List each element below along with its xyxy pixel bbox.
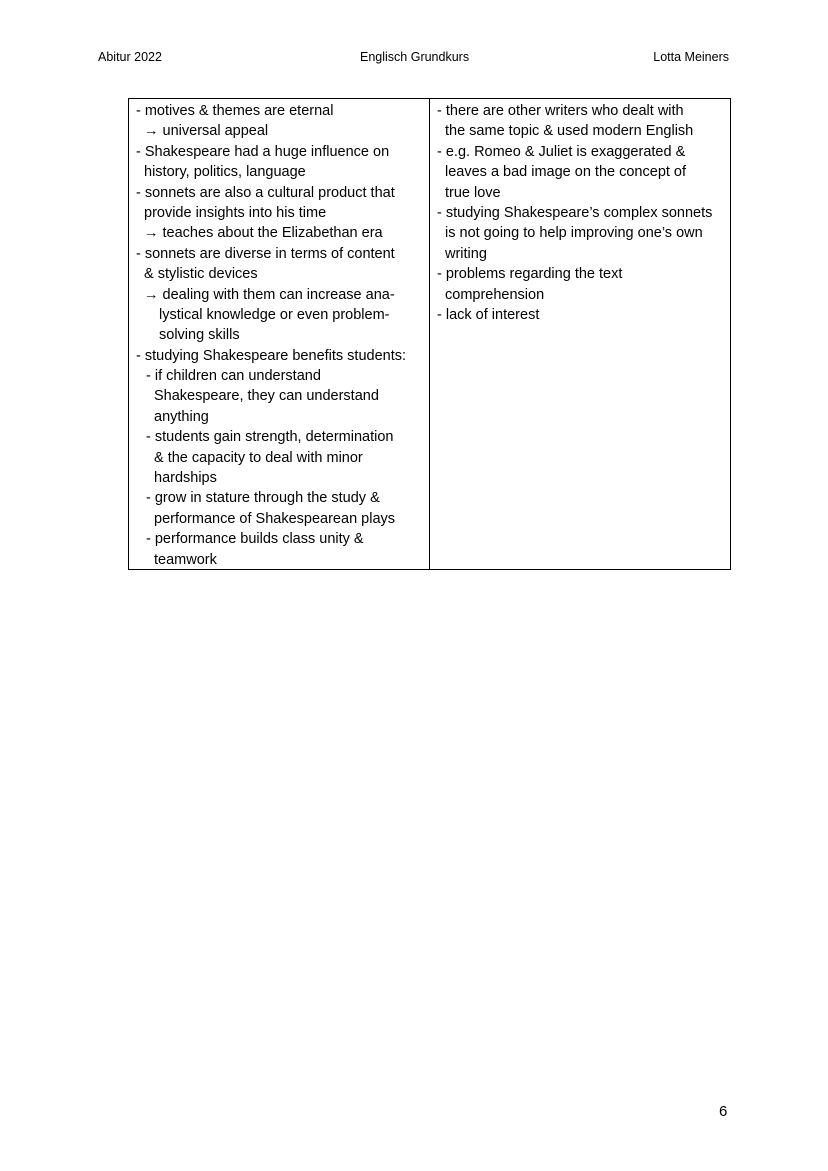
page-header bbox=[98, 50, 729, 68]
table-line: is not going to help improving one’s own bbox=[445, 225, 703, 242]
table-line: & stylistic devices bbox=[144, 266, 258, 283]
header-center: Englisch Grundkurs bbox=[360, 50, 470, 64]
table-line: - sonnets are also a cultural product that bbox=[136, 184, 395, 201]
table-line: Shakespeare, they can understand bbox=[154, 388, 379, 405]
table-line: - performance builds class unity & bbox=[146, 531, 364, 548]
table-line: provide insights into his time bbox=[144, 204, 327, 221]
table-line: history, politics, language bbox=[144, 164, 306, 181]
table-line: - grow in stature through the study & bbox=[146, 490, 380, 507]
table-line: anything bbox=[154, 408, 209, 425]
table-line: true love bbox=[445, 184, 501, 201]
pro-con-table bbox=[128, 98, 731, 570]
header-left: Abitur 2022 bbox=[98, 50, 162, 64]
table-line: comprehension bbox=[445, 286, 545, 303]
table-line: - e.g. Romeo & Juliet is exaggerated & bbox=[437, 143, 686, 160]
table-line: - sonnets are diverse in terms of content bbox=[136, 245, 395, 262]
table-line: - motives & themes are eternal bbox=[136, 103, 334, 119]
header-right: Lotta Meiners bbox=[653, 50, 729, 64]
table-line: & the capacity to deal with minor bbox=[154, 449, 363, 466]
table-line: - problems regarding the text bbox=[437, 266, 623, 283]
page-number: 6 bbox=[719, 1103, 728, 1120]
table-line: - Shakespeare had a huge influence on bbox=[136, 143, 390, 160]
table-line: solving skills bbox=[159, 327, 240, 344]
table-line: → dealing with them can increase ana- bbox=[144, 286, 395, 303]
table-line: - lack of interest bbox=[437, 306, 540, 323]
table-line: the same topic & used modern English bbox=[445, 123, 694, 140]
table-line: - there are other writers who dealt with bbox=[437, 103, 684, 119]
table-line: performance of Shakespearean plays bbox=[154, 510, 396, 527]
table-line: lystical knowledge or even problem- bbox=[159, 306, 390, 323]
table-line: - students gain strength, determination bbox=[146, 429, 394, 446]
table-line: writing bbox=[445, 245, 487, 262]
table-line: - if children can understand bbox=[146, 368, 321, 385]
table-column-right bbox=[430, 99, 730, 569]
table-line: - studying Shakespeare benefits students: bbox=[136, 347, 407, 364]
table-line: → universal appeal bbox=[144, 123, 269, 140]
table-column-left bbox=[129, 99, 430, 569]
table-line: leaves a bad image on the concept of bbox=[445, 164, 687, 181]
table-line: - studying Shakespeare’s complex sonnets bbox=[437, 204, 713, 221]
table-line: hardships bbox=[154, 470, 217, 487]
table-line: → teaches about the Elizabethan era bbox=[144, 225, 383, 242]
table-line: teamwork bbox=[154, 551, 217, 568]
